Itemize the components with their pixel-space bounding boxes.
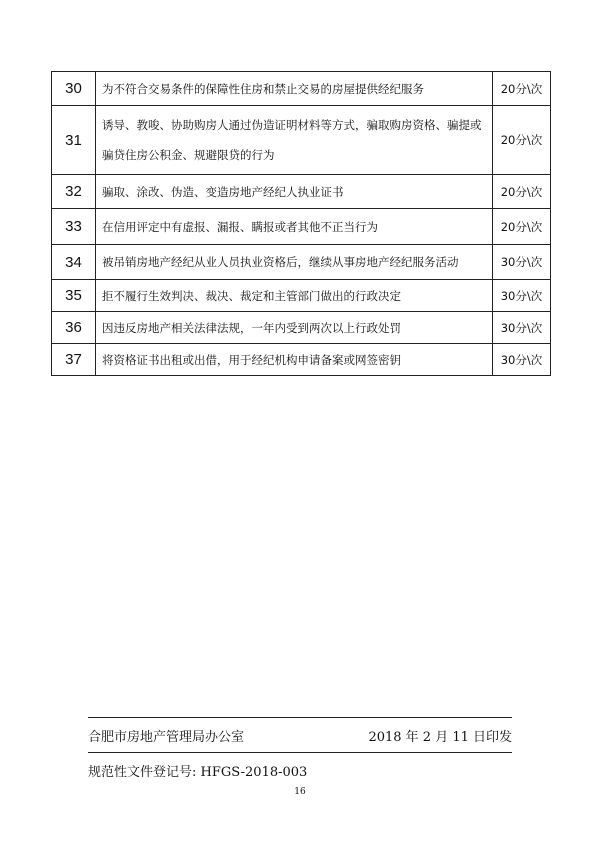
registration-number: 规范性文件登记号: HFGS-2018-003 <box>88 764 308 780</box>
violation-description: 为不符合交易条件的保障性住房和禁止交易的房屋提供经纪服务 <box>96 72 493 106</box>
page-number: 16 <box>294 787 306 797</box>
footer-top-rule <box>88 717 512 718</box>
row-number: 33 <box>52 209 96 245</box>
table-row <box>52 312 551 344</box>
footer-middle-rule <box>88 752 512 753</box>
violation-description: 将资格证书出租或出借，用于经纪机构申请备案或网签密钥 <box>96 344 493 376</box>
table-row <box>52 175 551 209</box>
violation-description: 骗取、涂改、伪造、变造房地产经纪人执业证书 <box>96 175 493 209</box>
deduction-points: 30分\次 <box>493 312 551 344</box>
violation-description: 被吊销房地产经纪从业人员执业资格后，继续从事房地产经纪服务活动 <box>96 245 493 280</box>
row-number: 31 <box>52 106 96 175</box>
violation-description: 在信用评定中有虚报、漏报、瞒报或者其他不正当行为 <box>96 209 493 245</box>
table-row <box>52 72 551 106</box>
deduction-points: 30分\次 <box>493 280 551 312</box>
issue-date: 2018 年 2 月 11 日印发 <box>368 729 512 745</box>
row-number: 30 <box>52 72 96 106</box>
deduction-points: 20分\次 <box>493 72 551 106</box>
row-number: 35 <box>52 280 96 312</box>
deduction-points: 20分\次 <box>493 175 551 209</box>
registration-info <box>88 759 512 781</box>
issue-info <box>88 724 512 746</box>
penalty-table <box>51 71 551 376</box>
deduction-points: 20分\次 <box>493 209 551 245</box>
table-row <box>52 280 551 312</box>
violation-description: 因违反房地产相关法律法规，一年内受到两次以上行政处罚 <box>96 312 493 344</box>
deduction-points: 20分\次 <box>493 106 551 175</box>
row-number: 34 <box>52 245 96 280</box>
table-row <box>52 106 551 175</box>
table-row <box>52 344 551 376</box>
row-number: 37 <box>52 344 96 376</box>
deduction-points: 30分\次 <box>493 344 551 376</box>
row-number: 32 <box>52 175 96 209</box>
deduction-points: 30分\次 <box>493 245 551 280</box>
issuing-office: 合肥市房地产管理局办公室 <box>88 729 245 745</box>
violation-description: 诱导、教唆、协助购房人通过伪造证明材料等方式，骗取购房资格、骗提或骗贷住房公积金、规避限贷的行为 <box>96 106 493 175</box>
table-row <box>52 209 551 245</box>
row-number: 36 <box>52 312 96 344</box>
table-row <box>52 245 551 280</box>
violation-description: 拒不履行生效判决、裁决、裁定和主管部门做出的行政决定 <box>96 280 493 312</box>
